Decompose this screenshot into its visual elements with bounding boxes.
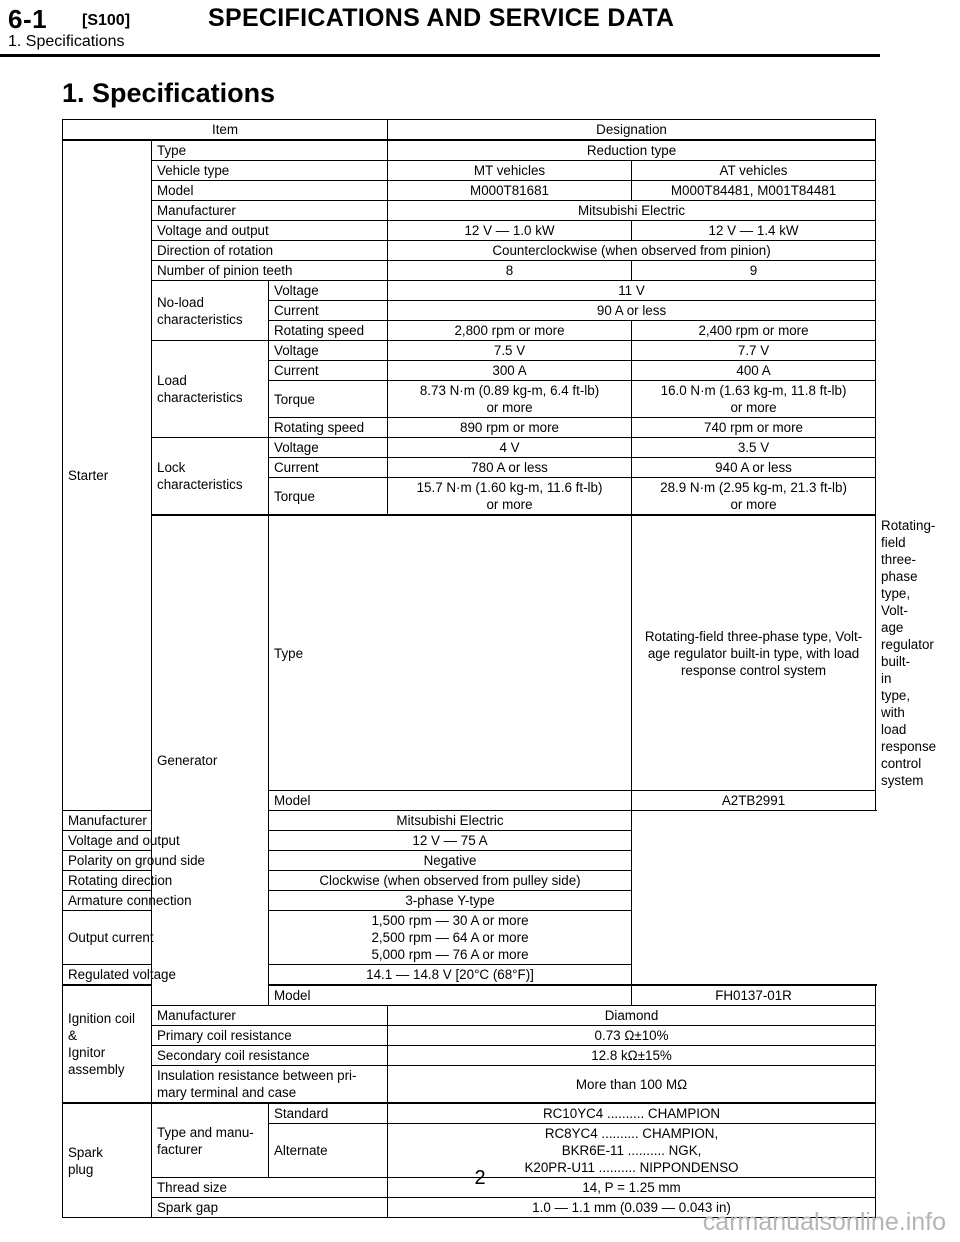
column-at: AT vehicles bbox=[632, 161, 876, 181]
value-line: or more bbox=[486, 497, 533, 512]
row-value-mt: 7.5 V bbox=[388, 341, 632, 361]
page-title: 1. Specifications bbox=[62, 78, 276, 108]
label-line: Type and manu- bbox=[157, 1124, 254, 1140]
row-label: Vehicle type bbox=[152, 161, 388, 181]
row-value: 14.1 — 14.8 V [20°C (68°F)] bbox=[269, 965, 632, 986]
row-value-at: M000T84481, M001T84481 bbox=[632, 181, 876, 201]
row-label: Type bbox=[152, 140, 388, 161]
row-label: Output current bbox=[63, 911, 269, 965]
row-value-mt: M000T81681 bbox=[388, 181, 632, 201]
table-row bbox=[63, 341, 876, 361]
group-label-line: plug bbox=[68, 1161, 94, 1177]
row-value-at bbox=[632, 478, 876, 516]
row-value: RC10YC4 .......... CHAMPION bbox=[388, 1103, 876, 1124]
table-row bbox=[63, 201, 876, 221]
table-row bbox=[63, 221, 876, 241]
row-value bbox=[269, 911, 632, 965]
group-label-line: assembly bbox=[68, 1062, 125, 1077]
row-value: 3-phase Y-type bbox=[269, 891, 632, 911]
label-line: Insulation resistance between pri- bbox=[157, 1068, 357, 1083]
row-label: Voltage and output bbox=[63, 831, 269, 851]
row-label: Torque bbox=[269, 381, 388, 418]
row-label: Rotating direction bbox=[63, 871, 269, 891]
row-value: 90 A or less bbox=[388, 301, 876, 321]
row-label bbox=[152, 1066, 388, 1104]
row-value-at: 940 A or less bbox=[632, 458, 876, 478]
group-label-ignition bbox=[63, 985, 152, 1103]
row-value: Clockwise (when observed from pulley side) bbox=[269, 871, 632, 891]
value-line: BKR6E-11 .......... NGK, bbox=[561, 1143, 702, 1158]
row-label: Primary coil resistance bbox=[152, 1026, 388, 1046]
value-line: 15.7 N·m (1.60 kg-m, 11.6 ft-lb) bbox=[416, 480, 603, 495]
row-label: Model bbox=[269, 985, 632, 1006]
table-row bbox=[63, 871, 876, 891]
table-row bbox=[63, 241, 876, 261]
table-row bbox=[63, 1046, 876, 1066]
row-label: Torque bbox=[269, 478, 388, 516]
row-value-mt: 890 rpm or more bbox=[388, 418, 632, 438]
value-line: RC8YC4 .......... CHAMPION, bbox=[544, 1126, 719, 1141]
row-label: Spark gap bbox=[152, 1198, 388, 1218]
row-value-mt bbox=[632, 515, 876, 791]
subgroup-label-lock: Lock characteristics bbox=[152, 438, 269, 516]
value-line: 2,500 rpm — 64 A or more bbox=[371, 930, 529, 945]
row-label: Current bbox=[269, 458, 388, 478]
row-label: Armature connection bbox=[63, 891, 269, 911]
row-value: Reduction type bbox=[388, 140, 876, 161]
row-label: Voltage bbox=[269, 341, 388, 361]
row-value-mt: 2,800 rpm or more bbox=[388, 321, 632, 341]
table-row bbox=[63, 1026, 876, 1046]
label-line: mary terminal and case bbox=[157, 1085, 297, 1100]
row-label: Model bbox=[269, 791, 632, 811]
group-label-line: & bbox=[68, 1028, 77, 1043]
row-value: A2TB2991 bbox=[632, 791, 876, 811]
row-value-mt: 300 A bbox=[388, 361, 632, 381]
value-line: 16.0 N·m (1.63 kg-m, 11.8 ft-lb) bbox=[660, 383, 847, 398]
table-row bbox=[63, 1066, 876, 1104]
table-row bbox=[63, 181, 876, 201]
table-row bbox=[63, 831, 876, 851]
row-value-at: 9 bbox=[632, 261, 876, 281]
row-label: Direction of rotation bbox=[152, 241, 388, 261]
row-label: Rotating speed bbox=[269, 321, 388, 341]
row-value-at: 740 rpm or more bbox=[632, 418, 876, 438]
watermark: carmanualsonline.info bbox=[702, 1208, 946, 1236]
table-row bbox=[63, 911, 876, 965]
row-label: Thread size bbox=[152, 1178, 388, 1198]
column-header-item: Item bbox=[63, 120, 388, 141]
value-line: age regulator built-in type, with load bbox=[881, 620, 934, 737]
section-code: [S100] bbox=[82, 12, 131, 29]
page-header bbox=[0, 0, 960, 60]
row-value: Mitsubishi Electric bbox=[269, 811, 632, 831]
row-label: Type bbox=[269, 515, 632, 791]
row-value: 0.73 Ω±10% bbox=[388, 1026, 876, 1046]
row-label: Model bbox=[152, 181, 388, 201]
table-header-row bbox=[63, 120, 876, 141]
label-line: facturer bbox=[157, 1141, 203, 1157]
table-row bbox=[63, 515, 876, 791]
group-label-generator: Generator bbox=[152, 515, 269, 1006]
row-label: Regulated voltage bbox=[63, 965, 269, 986]
row-value-at: 12 V — 1.4 kW bbox=[632, 221, 876, 241]
row-label: Rotating speed bbox=[269, 418, 388, 438]
column-mt: MT vehicles bbox=[388, 161, 632, 181]
row-value: Negative bbox=[269, 851, 632, 871]
row-label: Polarity on ground side bbox=[63, 851, 269, 871]
row-value-mt: 12 V — 1.0 kW bbox=[388, 221, 632, 241]
table-row bbox=[63, 851, 876, 871]
table-row bbox=[63, 140, 876, 161]
row-value-at: 3.5 V bbox=[632, 438, 876, 458]
group-label-line: Spark bbox=[68, 1144, 103, 1160]
header-subtitle: 1. Specifications bbox=[8, 33, 125, 50]
value-line: Rotating-field three-phase type, Volt- bbox=[881, 518, 936, 618]
row-value: FH0137-01R bbox=[632, 985, 876, 1006]
row-value: 12.8 kΩ±15% bbox=[388, 1046, 876, 1066]
row-label: Secondary coil resistance bbox=[152, 1046, 388, 1066]
subgroup-label-load: Load characteristics bbox=[152, 341, 269, 438]
group-label-line: Ignition coil bbox=[68, 1011, 135, 1026]
row-label: Manufacturer bbox=[63, 811, 269, 831]
value-line: age regulator built-in type, with load bbox=[647, 645, 860, 661]
value-line: or more bbox=[730, 400, 777, 415]
value-line: Rotating-field three-phase type, Volt- bbox=[644, 628, 863, 644]
row-value: More than 100 MΩ bbox=[388, 1066, 876, 1104]
row-label: Current bbox=[269, 361, 388, 381]
value-line: or more bbox=[730, 497, 777, 512]
table-row bbox=[63, 965, 876, 986]
row-value: Diamond bbox=[388, 1006, 876, 1026]
row-label: Current bbox=[269, 301, 388, 321]
table-row bbox=[63, 891, 876, 911]
page-number: 2 bbox=[474, 1167, 486, 1189]
row-label: Number of pinion teeth bbox=[152, 261, 388, 281]
value-line: 1,500 rpm — 30 A or more bbox=[371, 913, 529, 928]
group-label-starter: Starter bbox=[63, 140, 152, 811]
group-label-spark bbox=[63, 1103, 152, 1218]
row-value-at bbox=[632, 381, 876, 418]
row-label: Voltage bbox=[269, 281, 388, 301]
row-label: Voltage bbox=[269, 438, 388, 458]
value-line: response control system bbox=[881, 739, 937, 788]
row-value: 1.0 — 1.1 mm (0.039 — 0.043 in) bbox=[388, 1198, 876, 1218]
row-label: Alternate bbox=[269, 1124, 388, 1178]
table-row bbox=[63, 438, 876, 458]
value-line: response control system bbox=[680, 662, 827, 678]
section-number: 6-1 bbox=[8, 4, 48, 34]
table-row bbox=[63, 1006, 876, 1026]
row-value: Mitsubishi Electric bbox=[388, 201, 876, 221]
table-row bbox=[63, 261, 876, 281]
row-label: Standard bbox=[269, 1103, 388, 1124]
row-label: Voltage and output bbox=[152, 221, 388, 241]
value-line: 28.9 N·m (2.95 kg-m, 21.3 ft-lb) bbox=[660, 480, 847, 495]
row-value: Counterclockwise (when observed from pinion) bbox=[388, 241, 876, 261]
row-value: 14, P = 1.25 mm bbox=[388, 1178, 876, 1198]
table-row bbox=[63, 1103, 876, 1124]
column-header-designation: Designation bbox=[388, 120, 876, 141]
table-row bbox=[63, 281, 876, 301]
group-label-line: Ignitor bbox=[68, 1045, 106, 1060]
value-line: 5,000 rpm — 76 A or more bbox=[371, 947, 529, 962]
row-label: Manufacturer bbox=[152, 201, 388, 221]
specifications-table bbox=[62, 119, 937, 1218]
row-value: 12 V — 75 A bbox=[269, 831, 632, 851]
header-rule bbox=[0, 54, 880, 57]
value-line: K20PR-U11 .......... NIPPONDENSO bbox=[524, 1160, 739, 1175]
row-value-mt bbox=[388, 381, 632, 418]
row-value-mt: 8 bbox=[388, 261, 632, 281]
row-value-mt: 780 A or less bbox=[388, 458, 632, 478]
subgroup-label-noload: No-load characteristics bbox=[152, 281, 269, 341]
row-value: 11 V bbox=[388, 281, 876, 301]
table-row bbox=[63, 811, 876, 831]
row-value-at: 400 A bbox=[632, 361, 876, 381]
row-label: Manufacturer bbox=[152, 1006, 388, 1026]
value-line: 8.73 N·m (0.89 kg-m, 6.4 ft-lb) bbox=[419, 383, 600, 398]
row-value-mt: 4 V bbox=[388, 438, 632, 458]
row-value-mt bbox=[388, 478, 632, 516]
row-value-at: 7.7 V bbox=[632, 341, 876, 361]
row-value-at: 2,400 rpm or more bbox=[632, 321, 876, 341]
value-line: or more bbox=[486, 400, 533, 415]
table-row bbox=[63, 161, 876, 181]
header-title: SPECIFICATIONS AND SERVICE DATA bbox=[208, 4, 675, 32]
